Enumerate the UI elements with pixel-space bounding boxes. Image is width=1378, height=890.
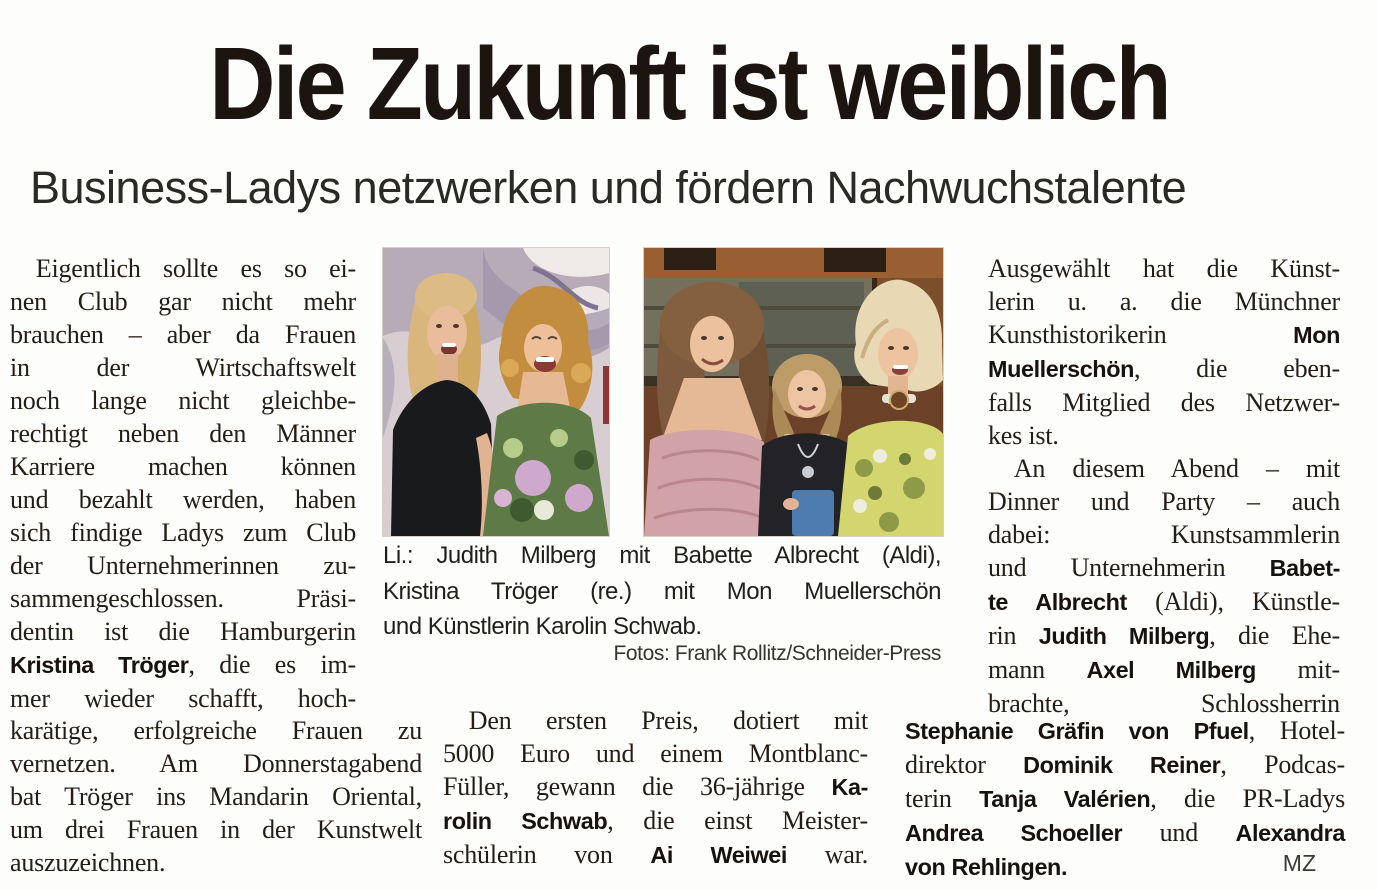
text-line: rolin Schwab, die einst Meister- [443, 806, 868, 835]
text-line: von Rehlingen. [905, 854, 1068, 880]
text-line: Andrea Schoeller und Alexandra [905, 818, 1345, 847]
text-line: nen Club gar nicht mehr [10, 287, 356, 316]
text-line: terin Tanja Valérien, die PR-Ladys [905, 784, 1346, 813]
text-line: schülerin von Ai Weiwei war. [443, 840, 869, 869]
text-line: karätige, erfolgreiche Frauen zu [10, 716, 422, 745]
text-line: bat Tröger ins Mandarin Oriental, [10, 782, 422, 811]
text-line: mann Axel Milberg mit- [988, 655, 1340, 684]
photo-left-image [383, 248, 609, 536]
text-line: dentin ist die Hamburgerin [10, 617, 356, 646]
text-line: Ausgewählt hat die Künst- [988, 254, 1340, 283]
photo-credit: Fotos: Frank Rollitz/Schneider-Press [613, 642, 941, 665]
text-line: und Künstlerin Karolin Schwab. [383, 613, 702, 640]
text-line: noch lange nicht gleichbe- [10, 386, 356, 415]
text-line: te Albrecht (Aldi), Künstle- [988, 587, 1340, 616]
text-line: mer wieder schafft, hoch- [10, 684, 356, 713]
text-line: dabei: Kunstsammlerin [988, 520, 1340, 549]
left-column-lower [10, 714, 422, 879]
text-line: Kristina Tröger (re.) mit Mon Muellerschön [383, 577, 941, 605]
text-line: Den ersten Preis, dotiert mit [443, 706, 868, 735]
text-line: Karriere machen können [10, 452, 356, 481]
text-line: Kunsthistorikerin Mon [988, 320, 1340, 349]
text-line: rechtigt neben den Männer [10, 419, 356, 448]
left-column-upper [10, 252, 356, 715]
text-line: rin Judith Milberg, die Ehe- [988, 621, 1340, 650]
text-line: sich findige Ladys zum Club [10, 518, 356, 547]
photo-left [383, 248, 609, 536]
text-line: direktor Dominik Reiner, Podcas- [905, 750, 1345, 779]
text-line: Stephanie Gräfin von Pfuel, Hotel- [905, 716, 1345, 745]
article-subhead: Business-Ladys netzwerken und fördern Nachwuchstalente [30, 162, 1187, 213]
article-headline-text: Die Zukunft ist weiblich [209, 26, 1169, 141]
text-line: Eigentlich sollte es so ei- [10, 254, 356, 283]
text-line: der Unternehmerinnen zu- [10, 551, 356, 580]
photo-caption [383, 538, 941, 645]
article-headline [0, 26, 1378, 142]
right-column-upper [988, 252, 1340, 720]
text-line: brachte, Schlossherrin [988, 689, 1340, 718]
text-line: An diesem Abend – mit [988, 454, 1340, 483]
text-line: in der Wirtschaftswelt [10, 353, 356, 382]
text-line: falls Mitglied des Netzwer- [988, 388, 1340, 417]
text-line: und Unternehmerin Babet- [988, 553, 1340, 582]
text-line: auszuzeichnen. [10, 848, 166, 877]
text-line: Füller, gewann die 36-jährige Ka- [443, 772, 868, 801]
text-line: 5000 Euro und einem Montblanc- [443, 739, 868, 768]
text-line: brauchen – aber da Frauen [10, 320, 356, 349]
text-line: kes ist. [988, 421, 1059, 450]
text-line: um drei Frauen in der Kunstwelt [10, 815, 422, 844]
text-line: lerin u. a. die Münchner [988, 287, 1340, 316]
text-line: Dinner und Party – auch [988, 487, 1340, 516]
text-line: vernetzen. Am Donnerstagabend [10, 749, 422, 778]
text-line: sammengeschlossen. Präsi- [10, 584, 356, 613]
text-line: und bezahlt werden, haben [10, 485, 356, 514]
text-line: Li.: Judith Milberg mit Babette Albrecht (Aldi), [383, 542, 941, 569]
photo-right [644, 248, 943, 536]
photo-right-image [644, 248, 943, 536]
author-initials: MZ [1282, 850, 1316, 876]
middle-column [443, 704, 868, 872]
text-line: Kristina Tröger, die es im- [10, 650, 356, 679]
text-line: Muellerschön, die eben- [988, 354, 1340, 383]
